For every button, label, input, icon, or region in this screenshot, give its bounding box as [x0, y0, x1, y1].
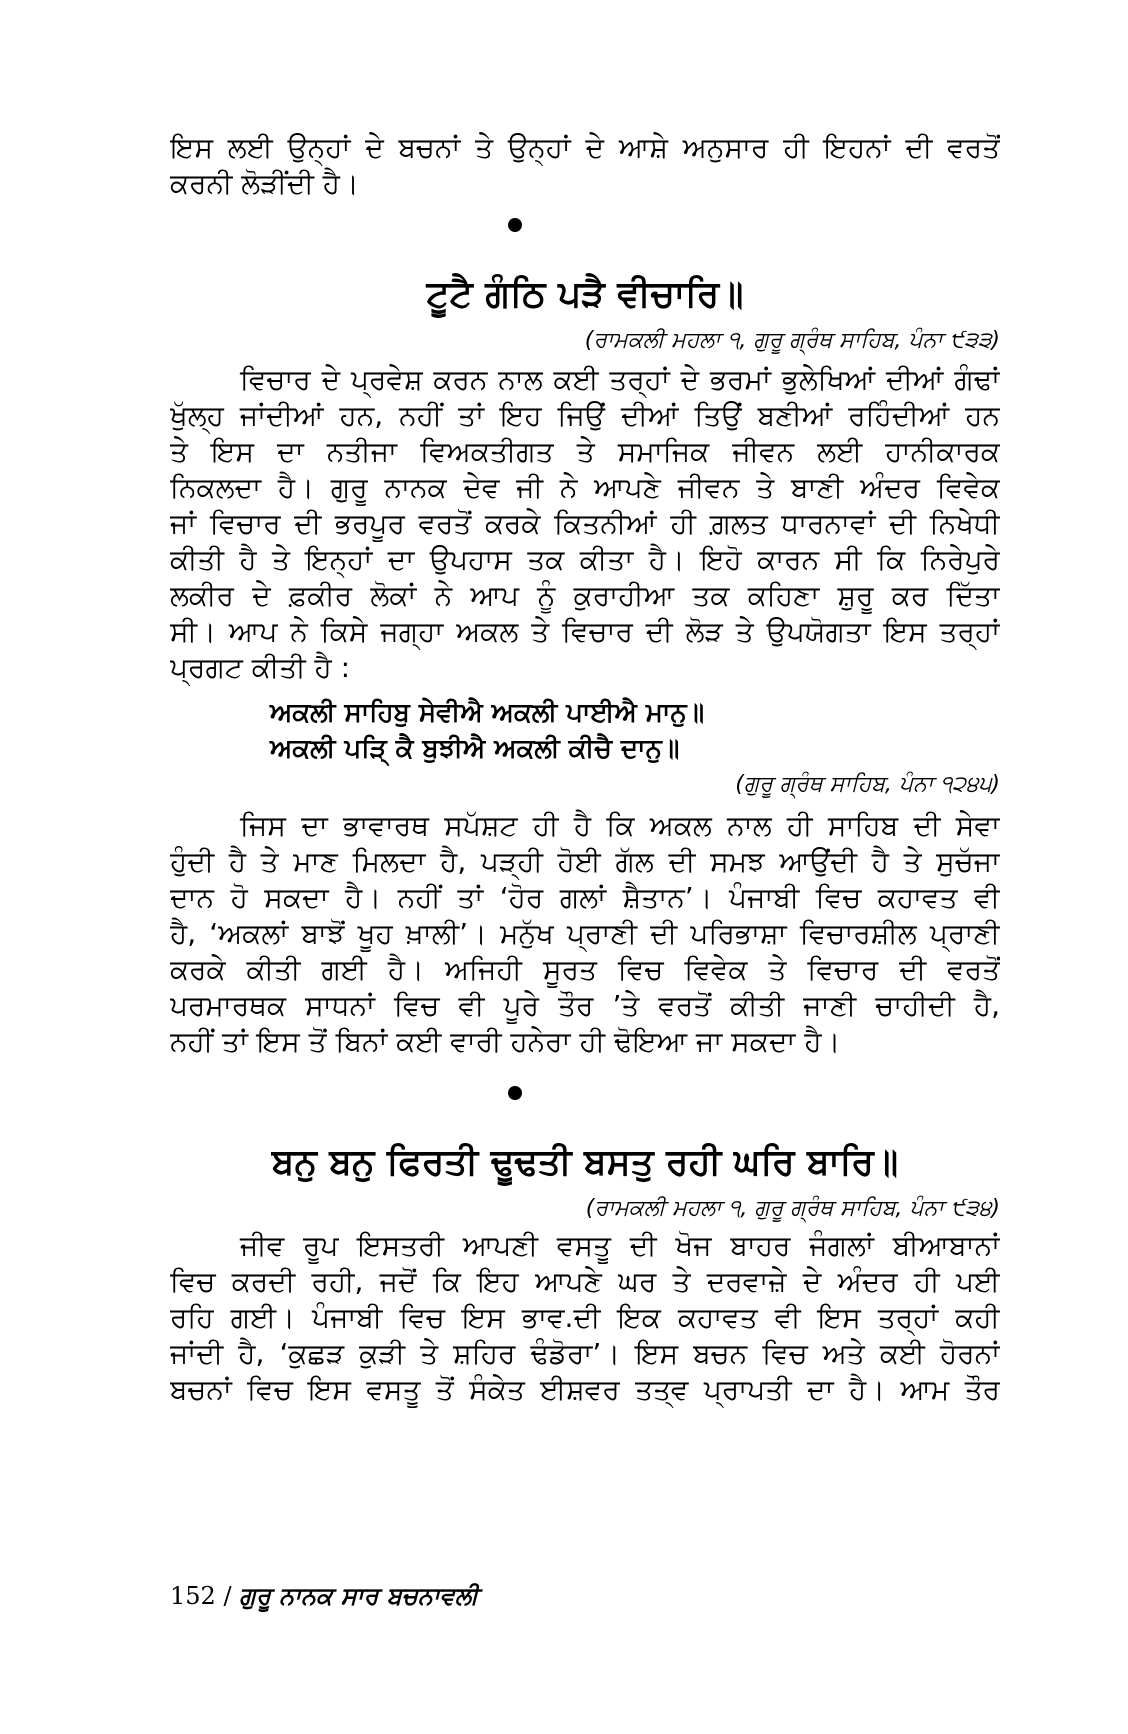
scripture-quote-line: ਅਕਲੀ ਪੜਿ੍ ਕੈ ਬੁਝੀਐ ਅਕਲੀ ਕੀਚੈ ਦਾਨੁ॥	[270, 734, 680, 764]
scripture-reference: (ਰਾਮਕਲੀ ਮਹਲਾ ੧, ਗੁਰੂ ਗ੍ਰੰਥ ਸਾਹਿਬ, ਪੰਨਾ ੯੩੩)	[584, 328, 1000, 353]
paragraph-line: ਪਰਮਾਰਥਕ ਸਾਧਨਾਂ ਵਿਚ ਵੀ ਪੂਰੇ ਤੌਰ ’ਤੇ ਵਰਤੋਂ ਕੀਤੀ ਜਾਣੀ ਚਾਹੀਦੀ ਹੈ,	[170, 989, 1000, 1022]
book-title: ਗੁਰੂ ਨਾਨਕ ਸਾਰ ਬਚਨਾਵਲੀ	[239, 1582, 479, 1610]
book-page	[170, 0, 1000, 1734]
intro-line: ਕਰਨੀ ਲੋੜੀਂਦੀ ਹੈ।	[170, 167, 359, 200]
paragraph-line: ਨਿਕਲਦਾ ਹੈ। ਗੁਰੂ ਨਾਨਕ ਦੇਵ ਜੀ ਨੇ ਆਪਣੇ ਜੀਵਨ ਤੇ ਬਾਣੀ ਅੰਦਰ ਵਿਵੇਕ	[170, 471, 1000, 504]
paragraph-line: ਬਚਨਾਂ ਵਿਚ ਇਸ ਵਸਤੂ ਤੋਂ ਸੰਕੇਤ ਈਸ਼ਵਰ ਤਤ੍ਵ ਪ੍ਰਾਪਤੀ ਦਾ ਹੈ। ਆਮ ਤੌਰ	[170, 1373, 1000, 1406]
paragraph-line: ਸੀ। ਆਪ ਨੇ ਕਿਸੇ ਜਗ੍ਹਾ ਅਕਲ ਤੇ ਵਿਚਾਰ ਦੀ ਲੋੜ ਤੇ ਉਪਯੋਗਤਾ ਇਸ ਤਰ੍ਹਾਂ	[170, 615, 1000, 648]
paragraph-line: ਨਹੀਂ ਤਾਂ ਇਸ ਤੋਂ ਬਿਨਾਂ ਕਈ ਵਾਰੀ ਹਨੇਰਾ ਹੀ ਢੋਇਆ ਜਾ ਸਕਦਾ ਹੈ।	[170, 1025, 841, 1058]
paragraph-line: ਜਿਸ ਦਾ ਭਾਵਾਰਥ ਸਪੱਸ਼ਟ ਹੀ ਹੈ ਕਿ ਅਕਲ ਨਾਲ ਹੀ ਸਾਹਿਬ ਦੀ ਸੇਵਾ	[240, 809, 1000, 842]
paragraph-line: ਕੀਤੀ ਹੈ ਤੇ ਇਨ੍ਹਾਂ ਦਾ ਉਪਹਾਸ ਤਕ ਕੀਤਾ ਹੈ। ਇਹੋ ਕਾਰਨ ਸੀ ਕਿ ਨਿਰੇਪੁਰੇ	[170, 543, 1000, 576]
paragraph-line: ਤੇ ਇਸ ਦਾ ਨਤੀਜਾ ਵਿਅਕਤੀਗਤ ਤੇ ਸਮਾਜਿਕ ਜੀਵਨ ਲਈ ਹਾਨੀਕਾਰਕ	[170, 435, 1000, 468]
paragraph-line: ਜਾਂ ਵਿਚਾਰ ਦੀ ਭਰਪੂਰ ਵਰਤੋਂ ਕਰਕੇ ਕਿਤਨੀਆਂ ਹੀ ਗ਼ਲਤ ਧਾਰਨਾਵਾਂ ਦੀ ਨਿਖੇਧੀ	[170, 507, 1000, 540]
paragraph-line: ਵਿਚਾਰ ਦੇ ਪ੍ਰਵੇਸ਼ ਕਰਨ ਨਾਲ ਕਈ ਤਰ੍ਹਾਂ ਦੇ ਭਰਮਾਂ ਭੁਲੇਖਿਆਂ ਦੀਆਂ ਗੰਢਾਂ	[240, 363, 1000, 396]
paragraph-line: ਰਹਿ ਗਈ। ਪੰਜਾਬੀ ਵਿਚ ਇਸ ਭਾਵ.ਦੀ ਇਕ ਕਹਾਵਤ ਵੀ ਇਸ ਤਰ੍ਹਾਂ ਕਹੀ	[170, 1301, 1000, 1334]
paragraph-line: ਪ੍ਰਗਟ ਕੀਤੀ ਹੈ :	[170, 651, 351, 684]
section-divider-bullet	[508, 218, 522, 232]
page-number: 152 /	[170, 1582, 232, 1610]
paragraph-line: ਕਰਕੇ ਕੀਤੀ ਗਈ ਹੈ। ਅਜਿਹੀ ਸੂਰਤ ਵਿਚ ਵਿਵੇਕ ਤੇ ਵਿਚਾਰ ਦੀ ਵਰਤੋਂ	[170, 953, 1000, 986]
section-heading: ਟੂਟੈ ਗੰਠਿ ਪੜੈ ਵੀਚਾਰਿ॥	[426, 274, 744, 315]
paragraph-line: ਜਾਂਦੀ ਹੈ, ‘ਕੁਛੜ ਕੁੜੀ ਤੇ ਸ਼ਹਿਰ ਢੰਡੋਰਾ’। ਇਸ ਬਚਨ ਵਿਚ ਅਤੇ ਕਈ ਹੋਰਨਾਂ	[170, 1337, 1000, 1370]
paragraph-line: ਖੁੱਲ੍ਹ ਜਾਂਦੀਆਂ ਹਨ, ਨਹੀਂ ਤਾਂ ਇਹ ਜਿਉਂ ਦੀਆਂ ਤਿਉਂ ਬਣੀਆਂ ਰਹਿੰਦੀਆਂ ਹਨ	[170, 399, 1000, 432]
paragraph-line: ਦਾਨ ਹੋ ਸਕਦਾ ਹੈ। ਨਹੀਂ ਤਾਂ ‘ਹੋਰ ਗਲਾਂ ਸ਼ੈਤਾਨ’। ਪੰਜਾਬੀ ਵਿਚ ਕਹਾਵਤ ਵੀ	[170, 881, 1000, 914]
section-divider-bullet	[508, 1086, 522, 1100]
paragraph-line: ਜੀਵ ਰੂਪ ਇਸਤਰੀ ਆਪਣੀ ਵਸਤੂ ਦੀ ਖੋਜ ਬਾਹਰ ਜੰਗਲਾਂ ਬੀਆਬਾਨਾਂ	[240, 1229, 1000, 1262]
paragraph-line: ਵਿਚ ਕਰਦੀ ਰਹੀ, ਜਦੋਂ ਕਿ ਇਹ ਆਪਣੇ ਘਰ ਤੇ ਦਰਵਾਜ਼ੇ ਦੇ ਅੰਦਰ ਹੀ ਪਈ	[170, 1265, 1000, 1298]
paragraph-line: ਹੈ, ‘ਅਕਲਾਂ ਬਾਝੋਂ ਖੂਹ ਖ਼ਾਲੀ’। ਮਨੁੱਖ ਪ੍ਰਾਣੀ ਦੀ ਪਰਿਭਾਸ਼ਾ ਵਿਚਾਰਸ਼ੀਲ ਪ੍ਰਾਣੀ	[170, 917, 1000, 950]
scripture-reference: (ਗੁਰੂ ਗ੍ਰੰਥ ਸਾਹਿਬ, ਪੰਨਾ ੧੨੪੫)	[735, 772, 1000, 797]
scripture-quote-line: ਅਕਲੀ ਸਾਹਿਬੁ ਸੇਵੀਐ ਅਕਲੀ ਪਾਈਐ ਮਾਨੁ॥	[270, 698, 705, 728]
section-heading: ਬਨੁ ਬਨੁ ਫਿਰਤੀ ਢੂਢਤੀ ਬਸਤੁ ਰਹੀ ਘਰਿ ਬਾਰਿ॥	[271, 1142, 899, 1183]
intro-line: ਇਸ ਲਈ ਉਨ੍ਹਾਂ ਦੇ ਬਚਨਾਂ ਤੇ ਉਨ੍ਹਾਂ ਦੇ ਆਸ਼ੇ ਅਨੁਸਾਰ ਹੀ ਇਹਨਾਂ ਦੀ ਵਰਤੋਂ	[170, 131, 1000, 164]
scripture-reference: (ਰਾਮਕਲੀ ਮਹਲਾ ੧, ਗੁਰੂ ਗ੍ਰੰਥ ਸਾਹਿਬ, ਪੰਨਾ ੯੩੪)	[585, 1196, 1000, 1221]
paragraph-line: ਹੁੰਦੀ ਹੈ ਤੇ ਮਾਣ ਮਿਲਦਾ ਹੈ, ਪੜ੍ਹੀ ਹੋਈ ਗੱਲ ਦੀ ਸਮਝ ਆਉਂਦੀ ਹੈ ਤੇ ਸੁਚੱਜਾ	[170, 845, 1000, 878]
paragraph-line: ਲਕੀਰ ਦੇ ਫ਼ਕੀਰ ਲੋਕਾਂ ਨੇ ਆਪ ਨੂੰ ਕੁਰਾਹੀਆ ਤਕ ਕਹਿਣਾ ਸ਼ੁਰੂ ਕਰ ਦਿੱਤਾ	[170, 579, 1000, 612]
page-footer	[170, 1580, 478, 1612]
